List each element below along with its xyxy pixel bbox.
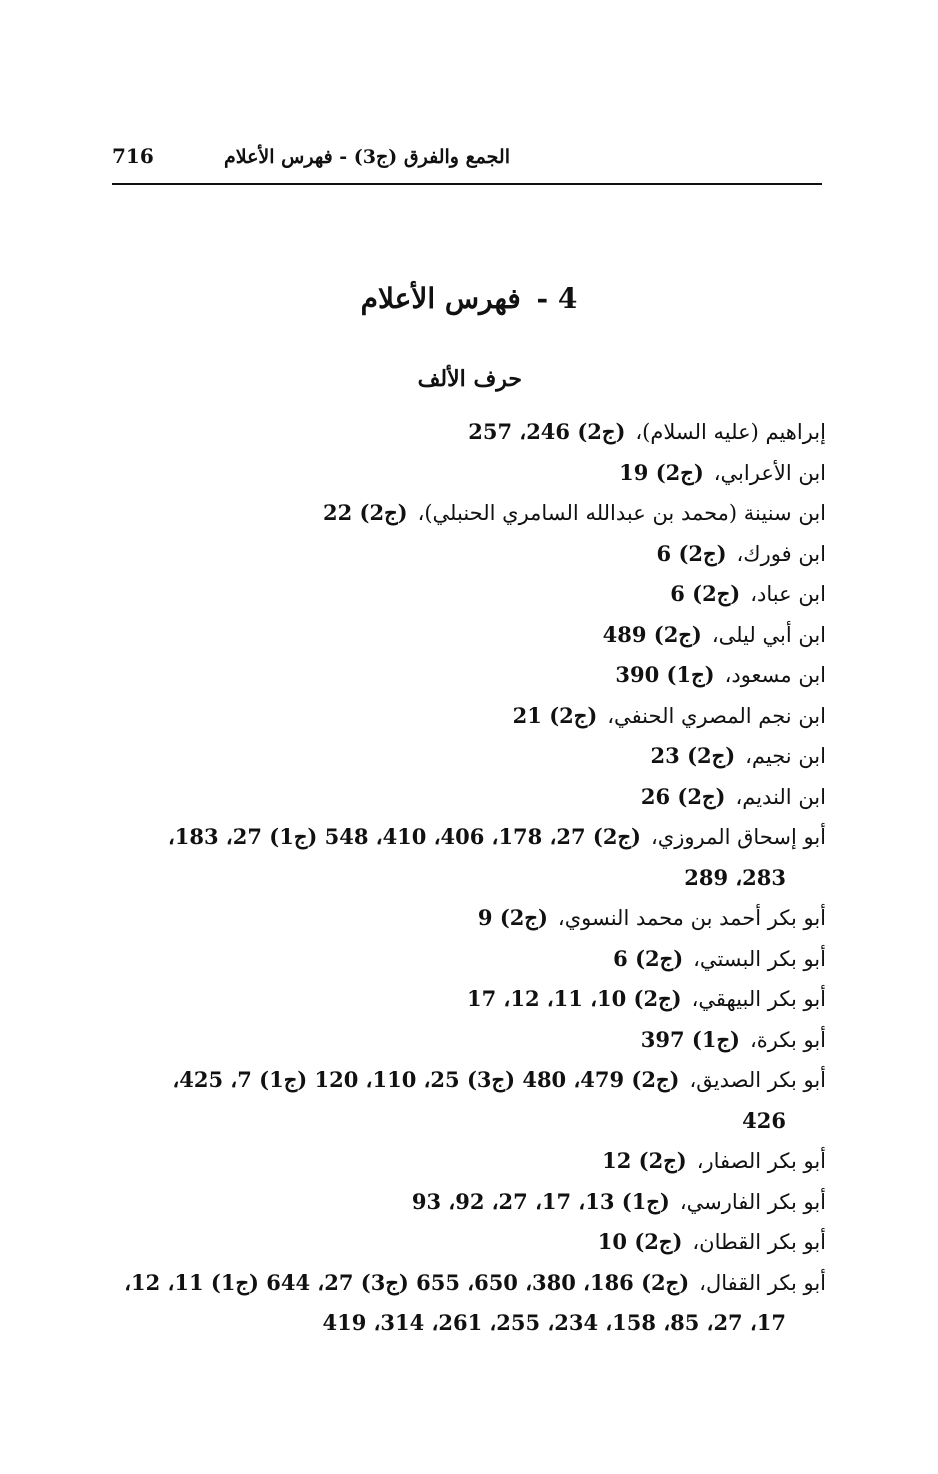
index-entry	[116, 1141, 826, 1182]
section-title	[0, 282, 938, 315]
index-entry	[116, 412, 826, 453]
entry-refs-continued: 17، 27، 85، 158، 234، 255، 261، 314، 419	[322, 1310, 786, 1335]
header-rule	[112, 183, 822, 185]
entry-name: أبو بكر الصفار،	[696, 1149, 826, 1173]
entry-refs: (ج2) 479، 480 (ج3) 25، 110، 120 (ج1) 7، 425،	[172, 1067, 680, 1092]
entry-refs: (ج2) 6	[670, 581, 741, 606]
index-entry	[116, 696, 826, 737]
index-entry	[116, 574, 826, 615]
entry-name: ابن أبي ليلى،	[711, 622, 826, 647]
entry-name: ابن مسعود،	[724, 663, 826, 687]
index-entry	[116, 1263, 826, 1344]
entry-refs: (ج2) 26	[640, 783, 726, 809]
index-entry	[116, 1182, 826, 1223]
entry-refs: (ج2) 9	[477, 905, 548, 930]
index-entry	[116, 979, 826, 1020]
entry-refs: (ج2) 6	[613, 945, 684, 971]
entry-refs: (ج1) 13، 17، 27، 92، 93	[411, 1188, 670, 1214]
entry-name: أبو بكر القفال،	[699, 1270, 826, 1295]
running-title: الجمع والفرق (ج3) - فهرس الأعلام	[223, 146, 510, 168]
entry-name: أبو بكر أحمد بن محمد النسوي،	[557, 906, 826, 930]
index-entry	[116, 655, 826, 696]
entry-refs: (ج2) 186، 380، 650، 655 (ج3) 27، 644 (ج1) 11، 12،	[124, 1269, 690, 1295]
entry-refs-continued: 426	[742, 1107, 786, 1133]
index-entry	[116, 898, 826, 939]
letter-heading: حرف الألف	[417, 366, 522, 392]
entry-refs: (ج2) 489	[602, 621, 702, 647]
entry-name: أبو إسحاق المروزي،	[650, 825, 826, 849]
index-entry	[116, 817, 826, 898]
section-title-text: فهرس الأعلام	[360, 282, 521, 315]
index-entry	[116, 1020, 826, 1061]
entry-name: ابن نجم المصري الحنفي،	[607, 703, 826, 728]
entry-name: ابن عباد،	[750, 582, 826, 606]
entry-name: ابن نجيم،	[745, 744, 826, 768]
entry-refs: (ج2) 21	[512, 702, 598, 728]
entry-name: أبو بكر البستي،	[693, 946, 826, 971]
entry-refs: (ج1) 397	[640, 1026, 740, 1052]
entry-name: أبو بكر الصديق،	[689, 1068, 826, 1092]
index-entry	[116, 736, 826, 777]
index-entry	[116, 1222, 826, 1263]
entry-name: ابن النديم،	[735, 784, 826, 809]
entry-refs: (ج2) 10، 11، 12، 17	[467, 986, 682, 1011]
entry-name: إبراهيم (عليه السلام)،	[635, 420, 826, 444]
entry-refs: (ج2) 6	[656, 540, 727, 566]
entry-refs: (ج2) 246، 257	[468, 419, 626, 444]
page-number: 716	[112, 144, 154, 168]
entry-refs: (ج2) 19	[619, 459, 704, 485]
entry-refs: (ج2) 12	[602, 1148, 687, 1173]
section-number: 4 -	[536, 282, 578, 315]
index-entry	[116, 615, 826, 656]
index-entry	[116, 534, 826, 575]
index-entry	[116, 493, 826, 534]
entry-name: أبو بكرة،	[749, 1027, 826, 1052]
entry-name: ابن فورك،	[736, 541, 826, 566]
index-entry	[116, 453, 826, 494]
entry-name: أبو بكر الفارسي،	[679, 1189, 826, 1214]
entry-refs: (ج2) 23	[650, 743, 736, 768]
entry-refs: (ج2) 10	[597, 1229, 683, 1254]
index-entry	[116, 1060, 826, 1141]
entry-name: أبو بكر البيهقي،	[691, 987, 826, 1011]
index-entry	[116, 939, 826, 980]
index-entry	[116, 777, 826, 818]
index-entries	[116, 412, 826, 1344]
page-header	[112, 140, 822, 180]
entry-name: أبو بكر القطان،	[692, 1230, 826, 1254]
entry-refs: (ج2) 27، 178، 406، 410، 548 (ج1) 27، 183،	[167, 824, 641, 849]
entry-name: ابن سنينة (محمد بن عبدالله السامري الحنبلي)،	[417, 501, 826, 525]
entry-refs-continued: 283، 289	[684, 864, 786, 890]
entry-name: ابن الأعرابي،	[713, 460, 826, 485]
entry-refs: (ج2) 22	[322, 500, 408, 525]
entry-refs: (ج1) 390	[615, 662, 715, 687]
